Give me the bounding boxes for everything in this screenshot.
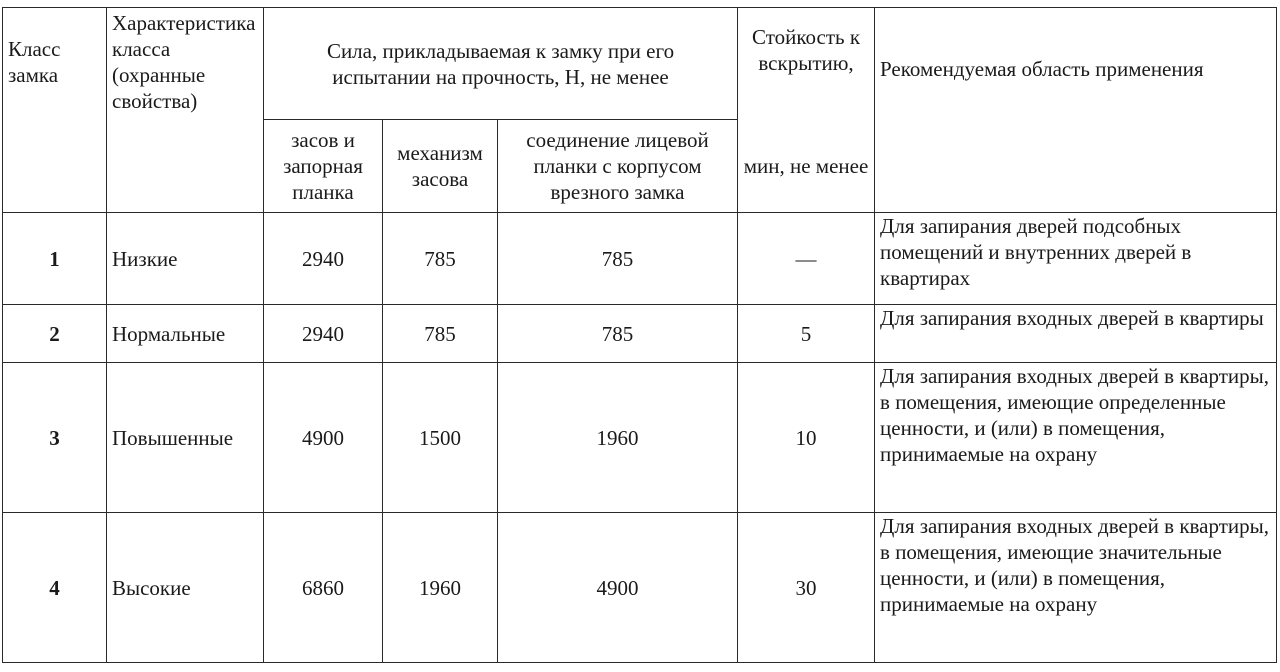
cell-faceplate: 785 (498, 305, 738, 363)
cell-class: 1 (3, 213, 107, 305)
cell-resistance: 5 (738, 305, 875, 363)
header-characteristic: Характеристика класса (охранные свойства) (107, 8, 264, 213)
cell-application: Для запирания входных дверей в квартиры (875, 305, 1277, 363)
cell-mechanism: 1500 (383, 363, 498, 513)
cell-faceplate: 1960 (498, 363, 738, 513)
cell-resistance: 30 (738, 513, 875, 663)
header-application: Рекомендуемая область применения (875, 8, 1277, 213)
cell-class: 4 (3, 513, 107, 663)
header-resistance-bottom: мин, не менее (738, 120, 875, 213)
table-row (3, 213, 1277, 305)
cell-characteristic: Повышенные (107, 363, 264, 513)
cell-mechanism: 1960 (383, 513, 498, 663)
header-resistance-top: Стойкость к вскрытию, (738, 8, 875, 120)
cell-class: 3 (3, 363, 107, 513)
cell-bolt: 2940 (264, 305, 383, 363)
cell-application: Для запирания входных дверей в квартиры, в помещения, имеющие определенные ценности, и (или) в помещения, принимаемые на охрану (875, 363, 1277, 513)
cell-mechanism: 785 (383, 213, 498, 305)
cell-faceplate: 4900 (498, 513, 738, 663)
cell-characteristic: Высокие (107, 513, 264, 663)
lock-class-table (2, 7, 1277, 663)
cell-resistance: 10 (738, 363, 875, 513)
cell-resistance: — (738, 213, 875, 305)
cell-bolt: 6860 (264, 513, 383, 663)
cell-class: 2 (3, 305, 107, 363)
cell-faceplate: 785 (498, 213, 738, 305)
header-force-faceplate: соединение лицевой планки с корпусом врезного замка (498, 120, 738, 213)
cell-application: Для запирания дверей подсобных помещений и внутренних дверей в квартирах (875, 213, 1277, 305)
cell-characteristic: Нормальные (107, 305, 264, 363)
header-force-bolt: засов и запорная планка (264, 120, 383, 213)
header-force-mechanism: механизм засова (383, 120, 498, 213)
table-row (3, 363, 1277, 513)
cell-application: Для запирания входных дверей в квартиры, в помещения, имеющие значительные ценности, и (или) в помещения, принимаемые на охрану (875, 513, 1277, 663)
cell-mechanism: 785 (383, 305, 498, 363)
header-class: Класс замка (3, 8, 107, 213)
cell-bolt: 4900 (264, 363, 383, 513)
table-row (3, 305, 1277, 363)
table-row (3, 513, 1277, 663)
cell-characteristic: Низкие (107, 213, 264, 305)
cell-bolt: 2940 (264, 213, 383, 305)
header-force-group: Сила, прикладываемая к замку при его испытании на прочность, Н, не менее (264, 8, 738, 120)
